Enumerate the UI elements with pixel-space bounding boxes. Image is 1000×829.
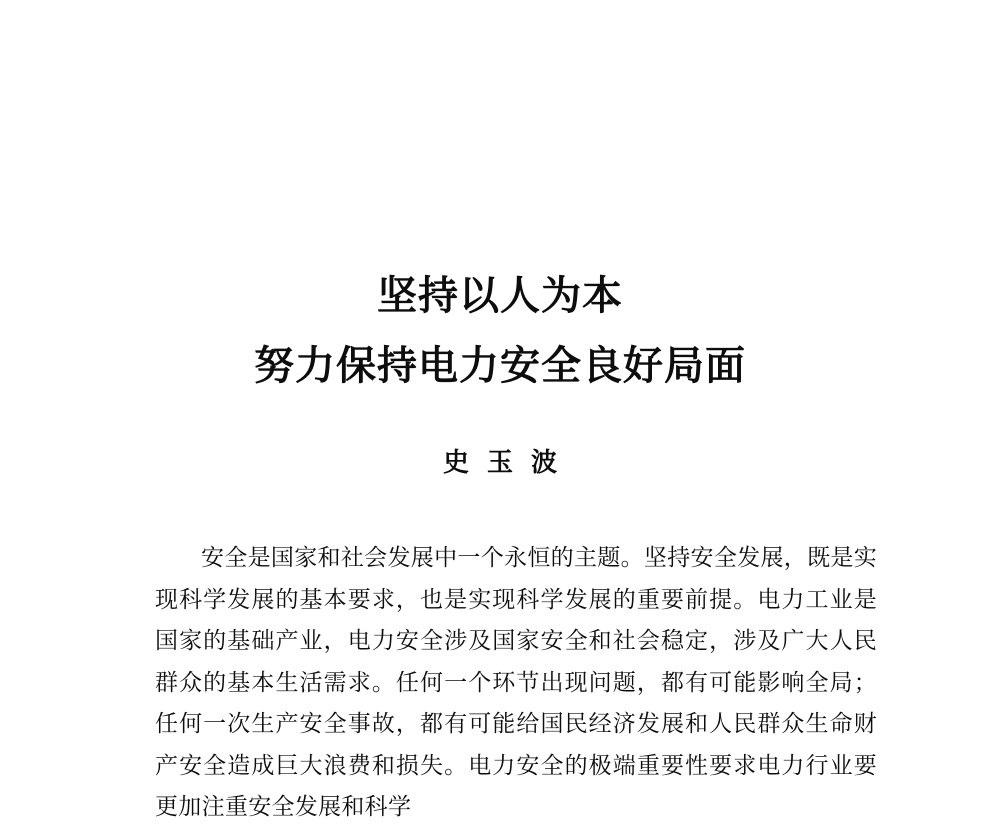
body-paragraph: 安全是国家和社会发展中一个永恒的主题。坚持安全发展，既是实现科学发展的基本要求，也是实现科学发展的重要前提。电力工业是国家的基础产业，电力安全涉及国家安全和社会稳定，涉及广大人民群众的基本生活需求。任何一个环节出现问题，都有可能影响全局；任何一次生产安全事故，都有可能给国民经济发展和人民群众生命财产安全造成巨大浪费和损失。电力安全的极端重要性要求电力行业要更加注重安全发展和科学 (155, 545, 877, 820)
title-line-2: 努力保持电力安全良好局面 (254, 342, 746, 389)
author-name: 史玉波 (442, 448, 575, 478)
title-line-1: 坚持以人为本 (377, 272, 623, 319)
